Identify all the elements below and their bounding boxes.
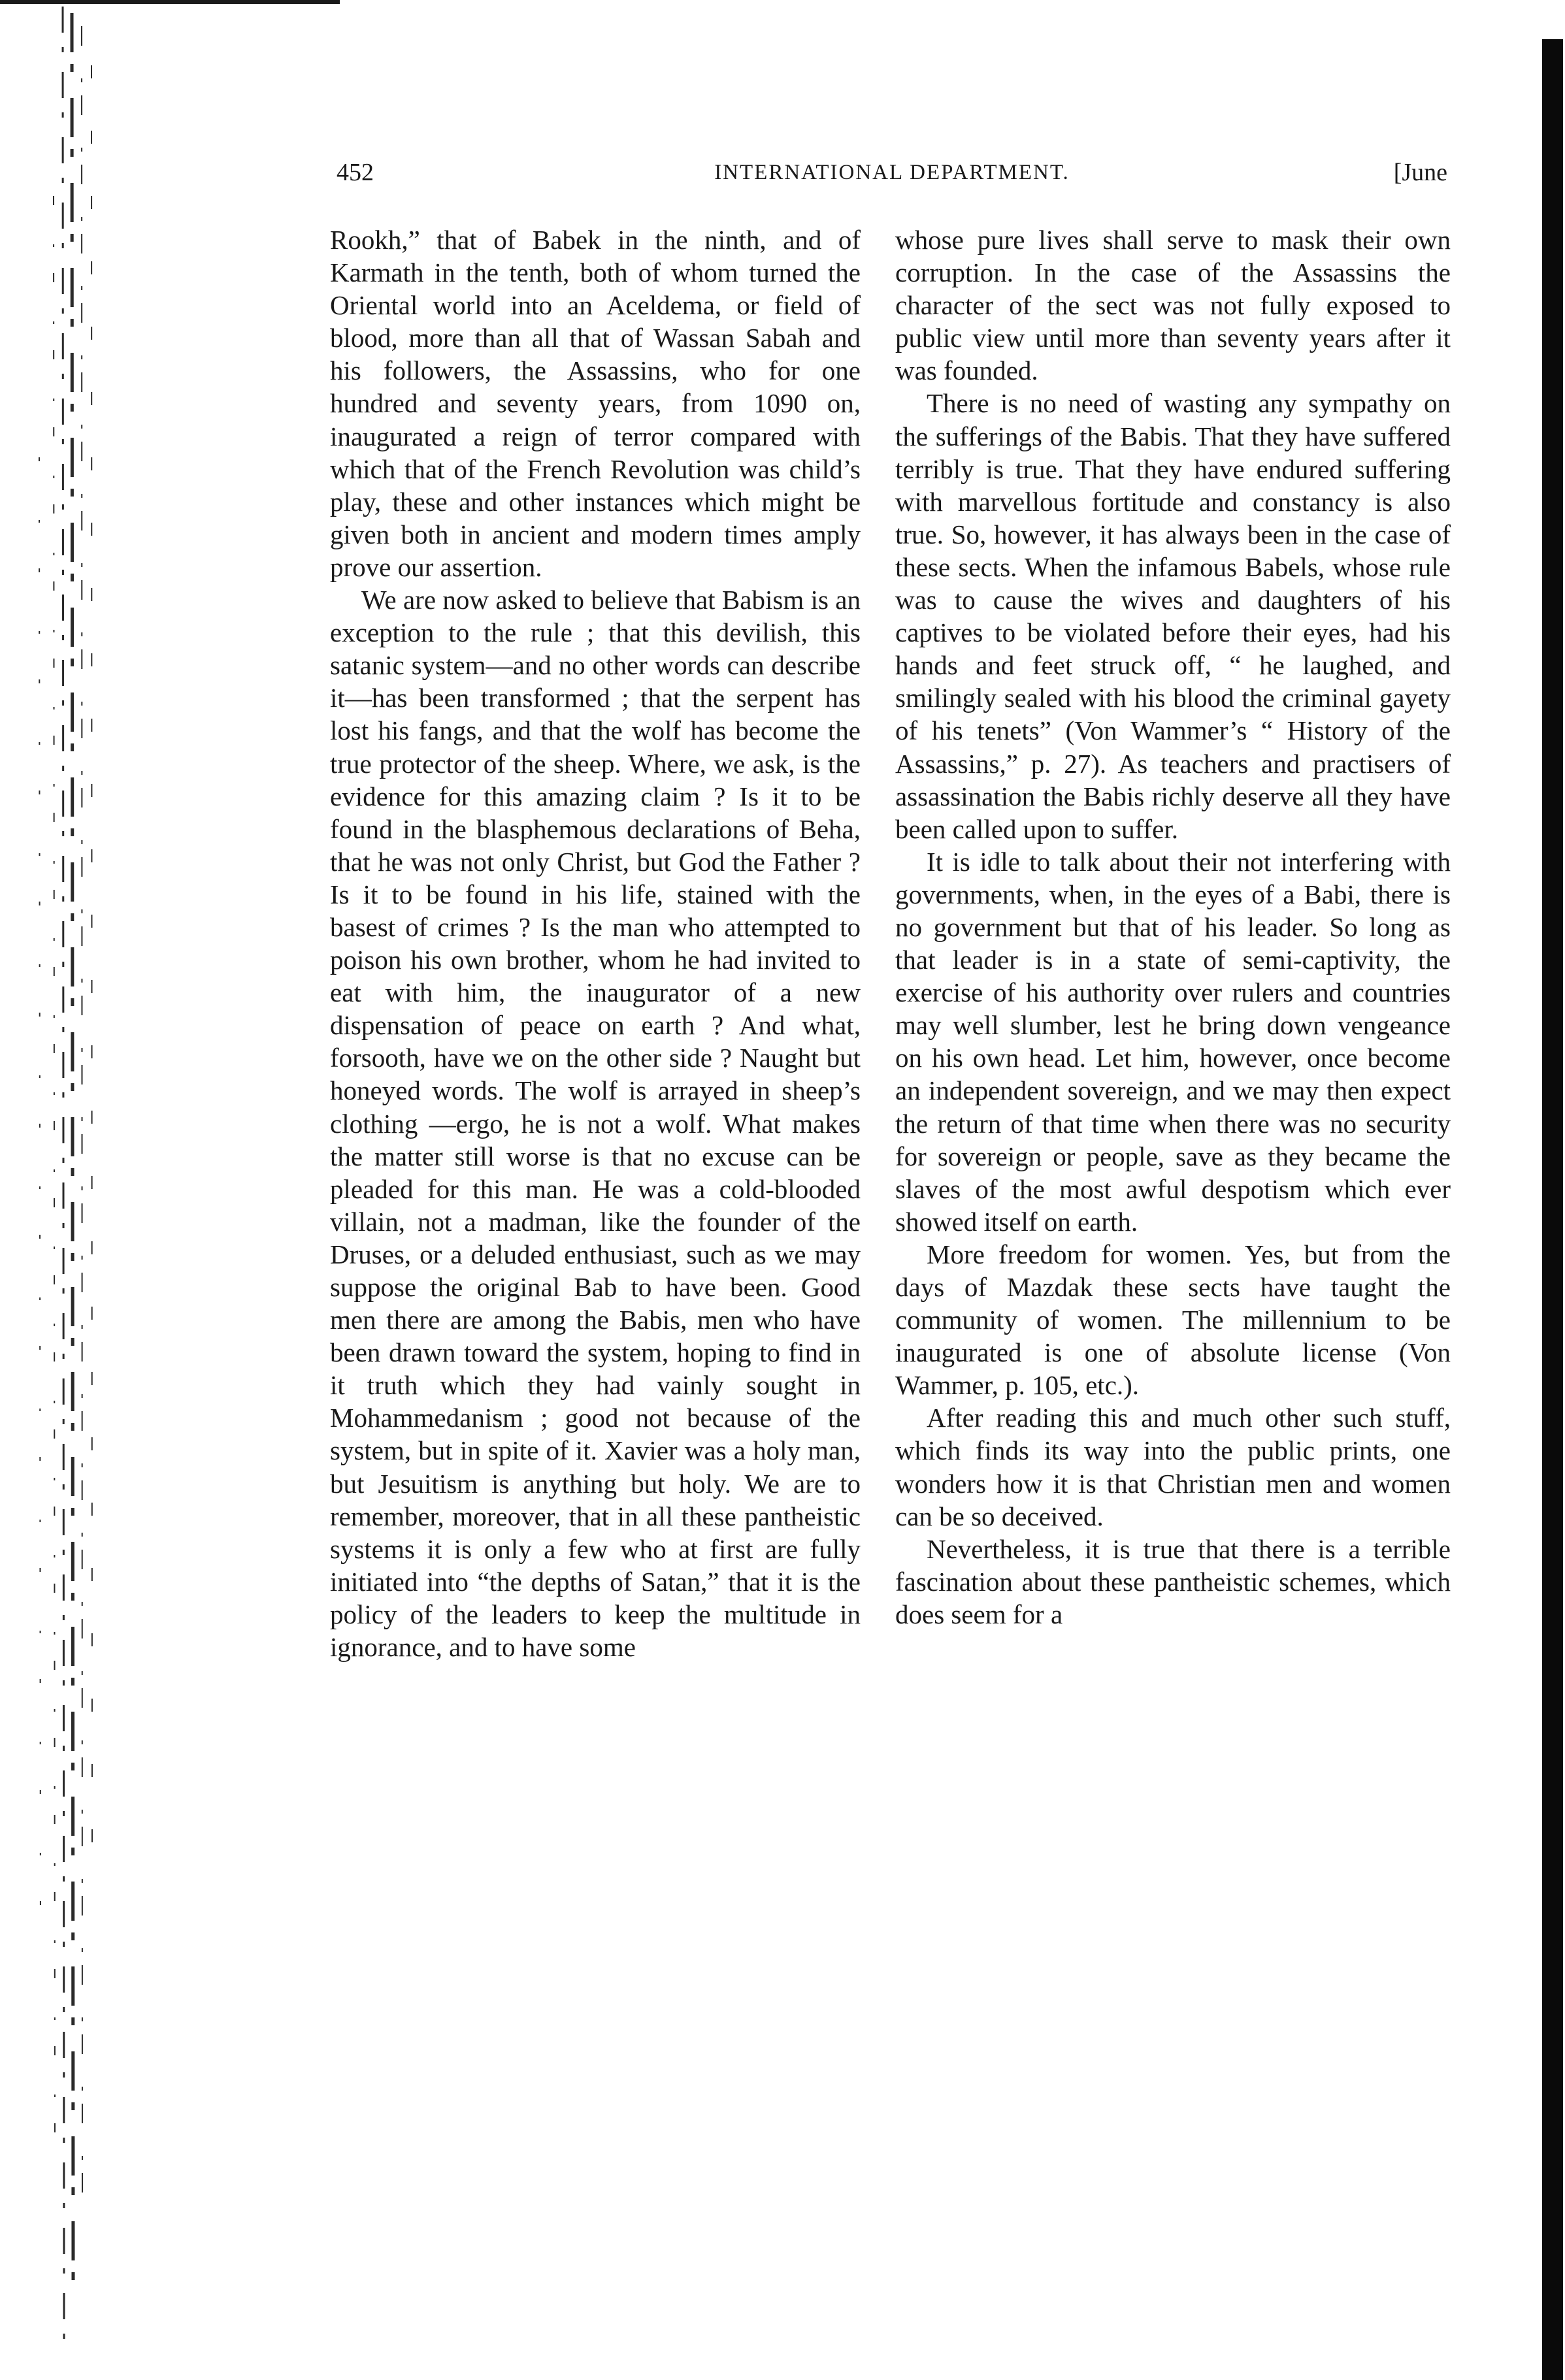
- scan-edge-artifact: [0, 0, 105, 2380]
- left-column: [330, 223, 861, 1663]
- running-title: INTERNATIONAL DEPARTMENT.: [714, 161, 1070, 184]
- paragraph: We are now asked to believe that Babism is an exception to the rule ; that this devilish, this satanic system—and no other words can describe it—has been transformed ; that the serpent has lost his fangs, and that the wolf has become the true protector of the sheep. Where, we ask, is the evidence for this amazing claim ? Is it to be found in the blasphemous declarations of Beha, that he was not only Christ, but God the Father ? Is it to be found in his life, stained with the basest of crimes ? Is the man who attempted to poison his own brother, whom he had invited to eat with him, the inaugurator of a new dispensation of peace on earth ? And what, forsooth, have we on the other side ? Naught but honeyed words. The wolf is arrayed in sheep’s clothing —ergo, he is not a wolf. What makes the matter still worse is that no excuse can be pleaded for this man. He was a cold-blooded villain, not a madman, like the founder of the Druses, or a deluded enthusiast, such as we may suppose the original Bab to have been. Good men there are among the Babis, men who have been drawn toward the system, hoping to find in it truth which they had vainly sought in Mohammedanism ; good not because of the system, but in spite of it. Xavier was a holy man, but Jesuitism is anything but holy. We are to remember, moreover, that in all these pantheistic systems it is only a few who at first are fully initiated into “the depths of Satan,” that it is the policy of the leaders to keep the multitude in ignorance, and to have some: [330, 585, 861, 1663]
- page-number: 452: [337, 159, 374, 186]
- paragraph: It is idle to talk about their not interfering with governments, when, in the eyes of a Babi, there is no government but that of his leader. So long as that leader is in a state of semi-captivity, the exercise of his authority over rulers and countries may well slumber, lest he bring down vengeance on his own head. Let him, however, once become an independent sovereign, and we may then expect the return of that time when there was no security for sovereign or people, save as they became the slaves of the most awful despotism which ever showed itself on earth.: [895, 846, 1451, 1237]
- paragraph: Rookh,” that of Babek in the ninth, and of Karmath in the tenth, both of whom turned the Oriental world into an Aceldema, or field of blood, more than all that of Wassan Sabah and his followers, the Assassins, who for one hundred and seventy years, from 1090 on, inaugurated a reign of terror compared with which that of the French Revolution was child’s play, these and other instances which might be given both in ancient and modern times amply prove our assertion.: [330, 225, 861, 582]
- paragraph: Nevertheless, it is true that there is a terrible fascination about these pantheistic schemes, which does seem for a: [895, 1533, 1451, 1629]
- running-header: [337, 158, 1447, 197]
- paragraph: More freedom for women. Yes, but from the days of Mazdak these sects have taught the community of women. The millennium to be inaugurated is one of absolute license (Von Wammer, p. 105, etc.).: [895, 1239, 1451, 1401]
- paragraph: whose pure lives shall serve to mask their own corruption. In the case of the Assassins the character of the sect was not fully exposed to public view until more than seventy years after it was founded.: [895, 225, 1451, 386]
- paragraph: After reading this and much other such stuff, which finds its way into the public prints, one wonders how it is that Christian men and women can be so deceived.: [895, 1403, 1451, 1531]
- right-column: [895, 223, 1451, 1631]
- scan-right-edge: [1542, 39, 1563, 2380]
- running-month: [June: [1393, 159, 1447, 186]
- paragraph: There is no need of wasting any sympathy on the sufferings of the Babis. That they have suffered terribly is true. That they have endured suffering with marvellous fortitude and constancy is also true. So, however, it has always been in the case of these sects. When the infamous Babels, whose rule was to cause the wives and daughters of his captives to be violated before their eyes, had his hands and feet struck off, “ he laughed, and smilingly sealed with his blood the criminal gayety of his tenets” (Von Wammer’s “ History of the Assassins,” p. 27). As teachers and practisers of assassination the Babis richly deserve all they have been called upon to suffer.: [895, 388, 1451, 844]
